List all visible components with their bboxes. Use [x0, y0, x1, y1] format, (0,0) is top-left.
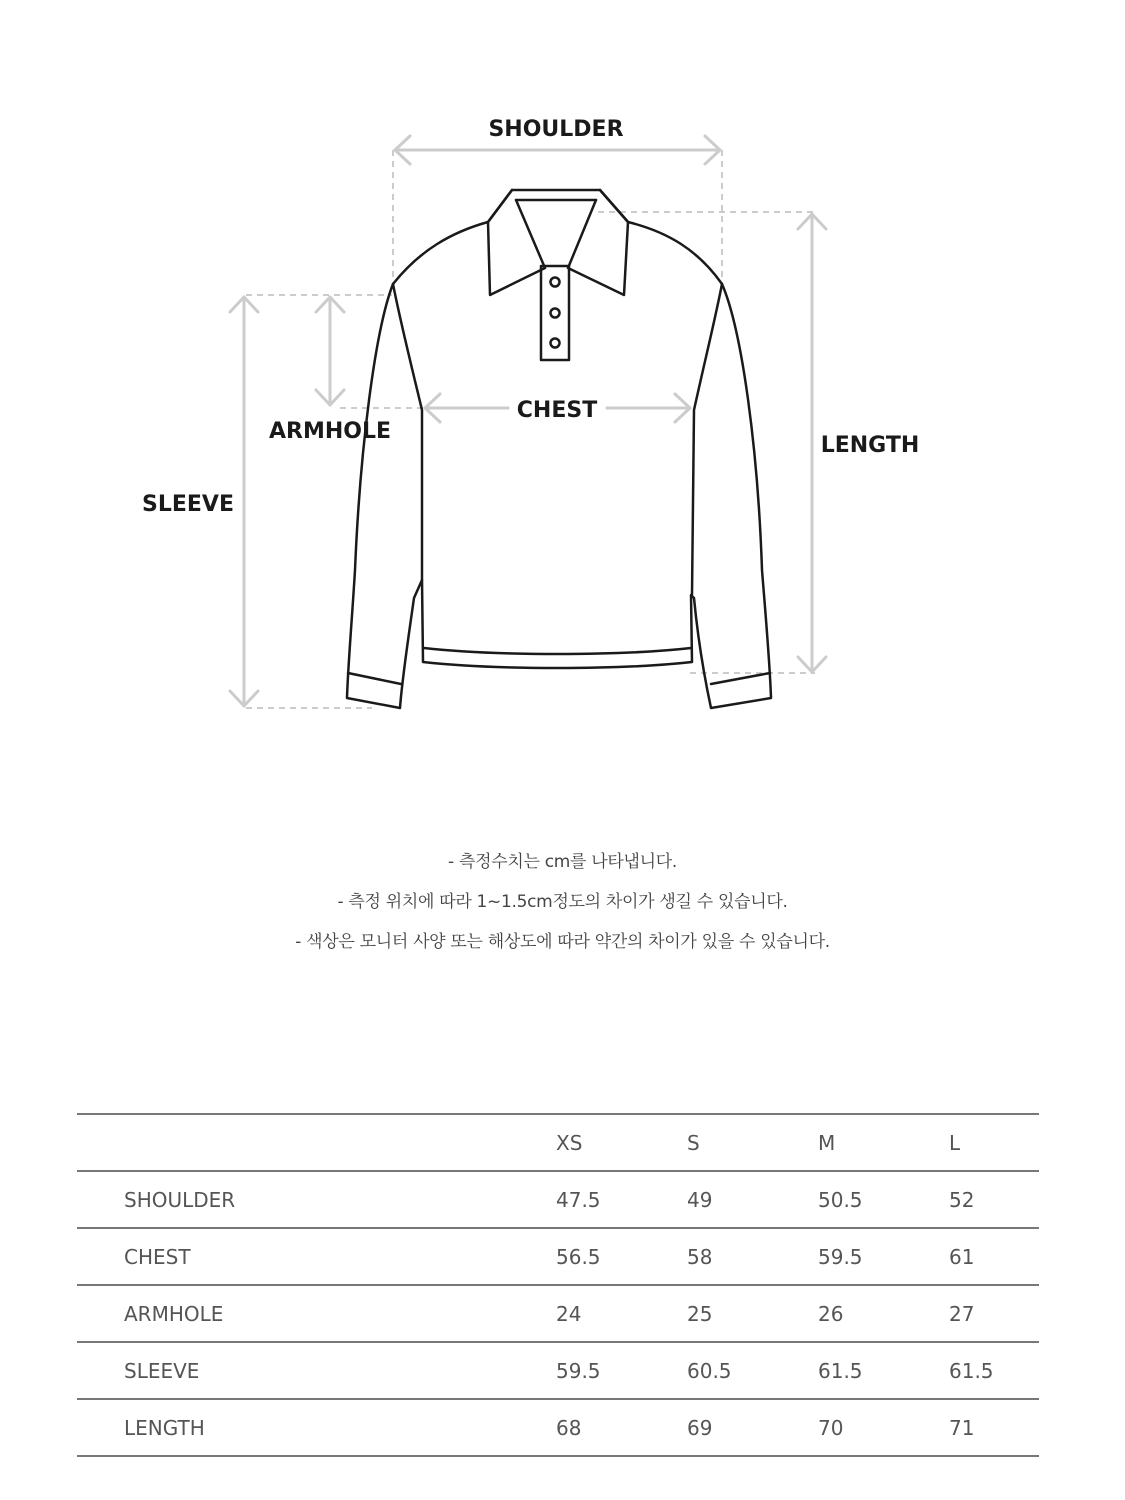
- left-cuff-line: [348, 673, 401, 684]
- table-cell: 24: [556, 1285, 687, 1342]
- armhole-arrow: [316, 297, 344, 405]
- shirt-body: [347, 190, 771, 708]
- row-label: ARMHOLE: [77, 1285, 556, 1342]
- header-cell-xs: XS: [556, 1114, 687, 1171]
- table-cell: 27: [949, 1285, 1039, 1342]
- table-row: [77, 1228, 1039, 1285]
- table-cell: 59.5: [818, 1228, 949, 1285]
- table-cell: 70: [818, 1399, 949, 1456]
- shoulder-label: SHOULDER: [488, 117, 624, 142]
- row-label: CHEST: [77, 1228, 556, 1285]
- table-row: [77, 1342, 1039, 1399]
- table-cell: 59.5: [556, 1342, 687, 1399]
- table-cell: 61.5: [818, 1342, 949, 1399]
- note-line: - 측정수치는 cm를 나타냅니다.: [448, 852, 677, 872]
- chest-label: CHEST: [516, 398, 598, 423]
- table-cell: 61.5: [949, 1342, 1039, 1399]
- table-row: [77, 1171, 1039, 1228]
- header-cell-blank: [77, 1114, 556, 1171]
- size-table: [77, 1113, 1039, 1457]
- button-icon: [551, 339, 560, 348]
- table-header-row: [77, 1114, 1039, 1171]
- header-cell-m: M: [818, 1114, 949, 1171]
- right-collar: [568, 190, 628, 295]
- table-cell: 56.5: [556, 1228, 687, 1285]
- placket: [541, 266, 569, 360]
- length-label: LENGTH: [820, 433, 920, 458]
- right-sleeve-seam: [692, 284, 722, 595]
- table-cell: 49: [687, 1171, 818, 1228]
- sleeve-arrow: [230, 297, 258, 706]
- table-row: [77, 1399, 1039, 1456]
- row-label: SLEEVE: [77, 1342, 556, 1399]
- table-cell: 26: [818, 1285, 949, 1342]
- table-cell: 25: [687, 1285, 818, 1342]
- right-cuff-line: [711, 673, 770, 684]
- table-row: [77, 1285, 1039, 1342]
- note-line: - 측정 위치에 따라 1~1.5cm정도의 차이가 생길 수 있습니다.: [337, 892, 788, 912]
- left-collar: [488, 190, 545, 295]
- table-cell: 60.5: [687, 1342, 818, 1399]
- table-cell: 58: [687, 1228, 818, 1285]
- table-cell: 61: [949, 1228, 1039, 1285]
- row-label: SHOULDER: [77, 1171, 556, 1228]
- table-cell: 68: [556, 1399, 687, 1456]
- sleeve-label: SLEEVE: [142, 492, 234, 517]
- polo-shirt-drawing: [347, 190, 771, 708]
- header-cell-l: L: [949, 1114, 1039, 1171]
- button-icon: [551, 278, 560, 287]
- header-cell-s: S: [687, 1114, 818, 1171]
- table-cell: 47.5: [556, 1171, 687, 1228]
- table-cell: 69: [687, 1399, 818, 1456]
- armhole-label: ARMHOLE: [268, 419, 392, 444]
- button-icon: [551, 309, 560, 318]
- hem-line: [424, 648, 691, 654]
- table-cell: 52: [949, 1171, 1039, 1228]
- row-label: LENGTH: [77, 1399, 556, 1456]
- left-sleeve-seam: [393, 284, 422, 580]
- table-cell: 71: [949, 1399, 1039, 1456]
- measurement-notes: [0, 842, 1125, 962]
- note-line: - 색상은 모니터 사양 또는 해상도에 따라 약간의 차이가 있을 수 있습니다.: [295, 932, 830, 952]
- table-cell: 50.5: [818, 1171, 949, 1228]
